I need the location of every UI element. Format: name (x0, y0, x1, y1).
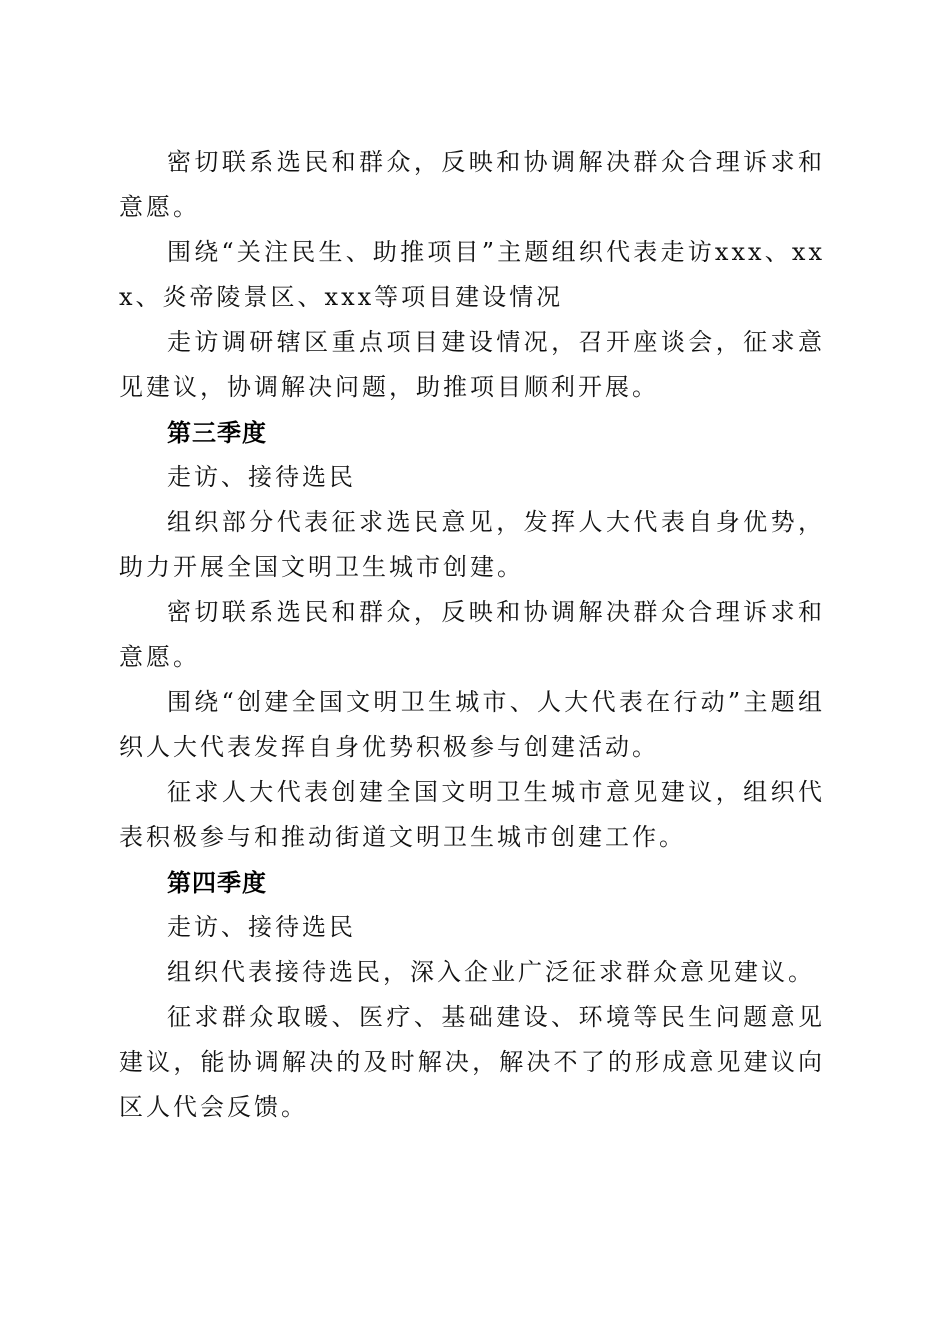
paragraph-q4-livelihood-issues: 征求群众取暖、医疗、基础建设、环境等民生问题意见建议，能协调解决的及时解决，解决不了的形成意见建议向区人代会反馈。 (119, 1003, 825, 1121)
section-heading-q3: 第三季度 (167, 418, 267, 447)
paragraph-liaison-voters: 密切联系选民和群众，反映和协调解决群众合理诉求和意愿。 (119, 148, 825, 221)
paragraph-theme-livelihood-projects: 围绕“关注民生、助推项目”主题组织代表走访xxx、xxx、炎帝陵景区、xxx等项目建设情况 (119, 238, 825, 311)
paragraph-q4-visit-voters: 走访、接待选民 (167, 913, 356, 941)
paragraph-q3-solicit-opinions: 组织部分代表征求选民意见，发挥人大代表自身优势，助力开展全国文明卫生城市创建。 (119, 508, 825, 581)
document-body (119, 140, 825, 1130)
paragraph-q4-receive-voters: 组织代表接待选民，深入企业广泛征求群众意见建议。 (167, 958, 815, 986)
paragraph-q3-theme-civilized-city: 围绕“创建全国文明卫生城市、人大代表在行动”主题组织人大代表发挥自身优势积极参与创建活动。 (119, 688, 825, 761)
paragraph-q3-liaison: 密切联系选民和群众，反映和协调解决群众合理诉求和意愿。 (119, 598, 825, 671)
section-heading-q4: 第四季度 (167, 868, 267, 897)
paragraph-project-visit: 走访调研辖区重点项目建设情况，召开座谈会，征求意见建议，协调解决问题，助推项目顺利开展。 (119, 328, 825, 401)
paragraph-q3-visit-voters: 走访、接待选民 (167, 463, 356, 491)
paragraph-q3-suggestions: 征求人大代表创建全国文明卫生城市意见建议，组织代表积极参与和推动街道文明卫生城市创建工作。 (119, 778, 825, 851)
